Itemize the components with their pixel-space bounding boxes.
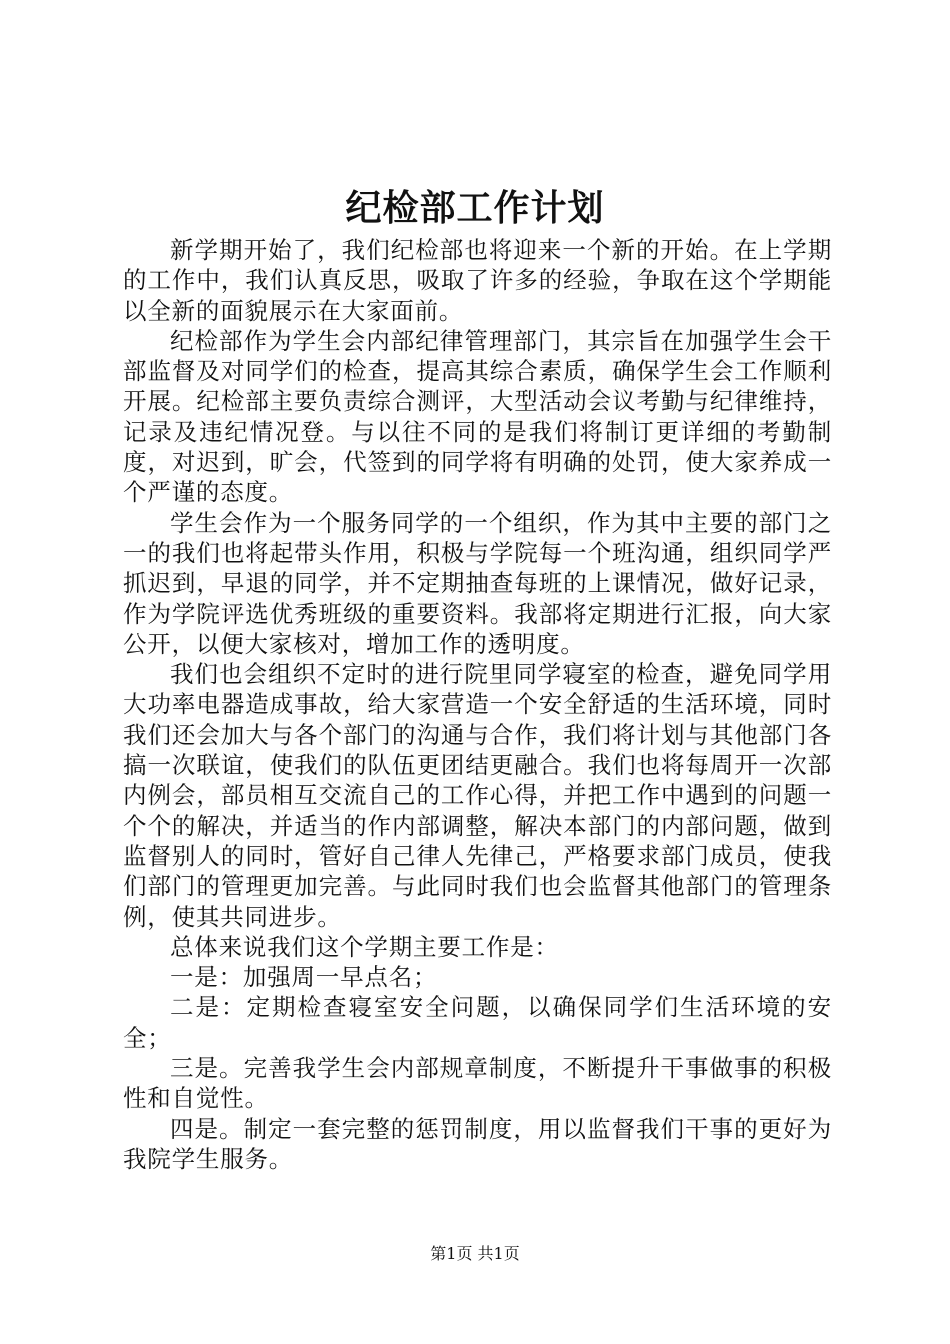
document-title: 纪检部工作计划 — [345, 187, 605, 229]
document-body — [123, 235, 832, 1174]
page-footer: 第1页 共1页 — [430, 1244, 520, 1263]
paragraph-item-three: 三是。完善我学生会内部规章制度，不断提升干事做事的积极性和自觉性。 — [123, 1054, 832, 1113]
paragraph-summary-intro: 总体来说我们这个学期主要工作是： — [170, 932, 559, 961]
paragraph-intro: 新学期开始了，我们纪检部也将迎来一个新的开始。在上学期的工作中，我们认真反思，吸取了许多的经验，争取在这个学期能以全新的面貌展示在大家面前。 — [123, 236, 832, 325]
paragraph-item-one: 一是：加强周一早点名； — [170, 963, 438, 992]
paragraph-item-four: 四是。制定一套完整的惩罚制度，用以监督我们干事的更好为我院学生服务。 — [123, 1114, 832, 1173]
paragraph-department-role: 纪检部作为学生会内部纪律管理部门，其宗旨在加强学生会干部监督及对同学们的检查，提高其综合素质，确保学生会工作顺利开展。纪检部主要负责综合测评，大型活动会议考勤与纪律维持，记录及违纪情况登。与以往不同的是我们将制订更详细的考勤制度，对迟到，旷会，代签到的同学将有明确的处罚，使大家养成一个严谨的态度。 — [123, 326, 832, 507]
paragraph-dorm-inspection: 我们也会组织不定时的进行院里同学寝室的检查，避免同学用大功率电器造成事故，给大家营造一个安全舒适的生活环境，同时我们还会加大与各个部门的沟通与合作，我们将计划与其他部门各搞一次联谊，使我们的队伍更团结更融合。我们也将每周开一次部内例会，部员相互交流自己的工作心得，并把工作中遇到的问题一个个的解决，并适当的作内部调整，解决本部门的内部问题，做到监督别人的同时，管好自己律人先律己，严格要求部门成员，使我们部门的管理更加完善。与此同时我们也会监督其他部门的管理条例，使其共同进步。 — [123, 660, 832, 931]
paragraph-item-two: 二是：定期检查寝室安全问题，以确保同学们生活环境的安全； — [123, 993, 832, 1052]
paragraph-class-supervision: 学生会作为一个服务同学的一个组织，作为其中主要的部门之一的我们也将起带头作用，积极与学院每一个班沟通，组织同学严抓迟到，早退的同学，并不定期抽查每班的上课情况，做好记录，作为学院评选优秀班级的重要资料。我部将定期进行汇报，向大家公开，以便大家核对，增加工作的透明度。 — [123, 508, 832, 658]
